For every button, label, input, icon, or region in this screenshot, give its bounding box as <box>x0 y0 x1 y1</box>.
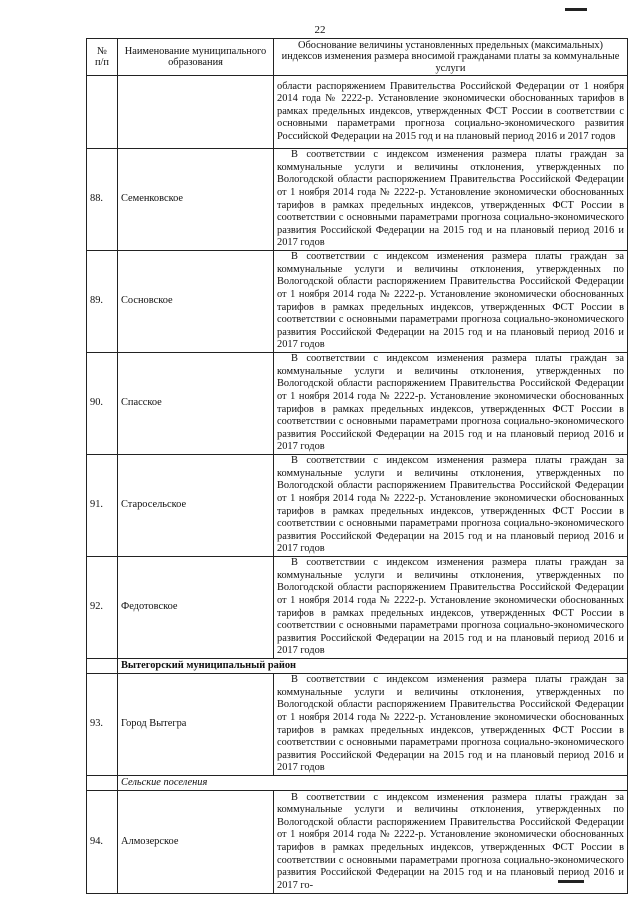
row-justification <box>274 76 628 149</box>
row-municipality: Сосновское <box>118 251 274 353</box>
row-municipality: Спасское <box>118 353 274 455</box>
table-row <box>87 557 628 659</box>
header-justification: Обоснование величины установленных предельных (максимальных) индексов изменения размера вносимой гражданами платы за коммунальные услуги <box>274 39 628 76</box>
scan-mark-top <box>565 8 587 11</box>
row-justification <box>274 557 628 659</box>
subsection-heading-row <box>87 776 628 791</box>
row-number: 88. <box>87 149 118 251</box>
table-row <box>87 791 628 894</box>
row-municipality <box>118 76 274 149</box>
subsection-heading: Сельские поселения <box>118 776 628 791</box>
tariff-index-table <box>86 38 628 894</box>
district-heading-row <box>87 659 628 674</box>
justification-text: В соответствии с индексом изменения размера платы граждан за коммунальные услуги и величины отклонения, утвержденных по Вологодской области распоряжением Правительства Российской Федерации от 1 ноября 2014 года № 2222-р. Установление экономически обоснованных тарифов в рамках предельных индексов, утвержденных ФСТ России в соответствии с основными параметрами прогноза социально-экономического развития Российской Федерации на 2015 год и на плановый период 2016 и 2017 го- <box>277 791 624 891</box>
row-number <box>87 76 118 149</box>
table-row-continuation <box>87 76 628 149</box>
row-number: 92. <box>87 557 118 659</box>
row-justification <box>274 455 628 557</box>
table-row <box>87 455 628 557</box>
section-number-cell <box>87 776 118 791</box>
header-number: № п/п <box>87 39 118 76</box>
row-municipality: Город Вытегра <box>118 674 274 776</box>
row-number: 91. <box>87 455 118 557</box>
row-justification <box>274 353 628 455</box>
justification-text: области распоряжением Правительства Российской Федерации от 1 ноября 2014 года № 2222-р. Установление экономически обоснованных тарифов в рамках предельных индексов, утвержденных ФСТ России в соответствии с основными параметрами прогноза социально-экономического развития Российской Федерации на 2015 год и на плановый период 2016 и 2017 годов <box>277 80 624 142</box>
table-row <box>87 353 628 455</box>
row-number: 94. <box>87 791 118 894</box>
row-justification <box>274 674 628 776</box>
row-number: 90. <box>87 353 118 455</box>
row-municipality: Старосельское <box>118 455 274 557</box>
header-municipality: Наименование муниципального образования <box>118 39 274 76</box>
table-header-row <box>87 39 628 76</box>
section-number-cell <box>87 659 118 674</box>
row-municipality: Семенковское <box>118 149 274 251</box>
row-justification <box>274 791 628 894</box>
district-heading: Вытегорский муниципальный район <box>118 659 628 674</box>
table-row <box>87 674 628 776</box>
row-municipality: Федотовское <box>118 557 274 659</box>
page-number: 22 <box>314 24 326 36</box>
justification-text: В соответствии с индексом изменения размера платы граждан за коммунальные услуги и величины отклонения, утвержденных по Вологодской области распоряжением Правительства Российской Федерации от 1 ноября 2014 года № 2222-р. Установление экономически обоснованных тарифов в рамках предельных индексов, утвержденных ФСТ России в соответствии с основными параметрами прогноза социально-экономического развития Российской Федерации на 2015 год и на плановый период 2016 и 2017 годов <box>277 455 624 555</box>
justification-text: В соответствии с индексом изменения размера платы граждан за коммунальные услуги и величины отклонения, утвержденных по Вологодской области распоряжением Правительства Российской Федерации от 1 ноября 2014 года № 2222-р. Установление экономически обоснованных тарифов в рамках предельных индексов, утвержденных ФСТ России в соответствии с основными параметрами прогноза социально-экономического развития Российской Федерации на 2015 год и на плановый период 2016 и 2017 годов <box>277 149 624 249</box>
table-row <box>87 149 628 251</box>
row-justification <box>274 149 628 251</box>
justification-text: В соответствии с индексом изменения размера платы граждан за коммунальные услуги и величины отклонения, утвержденных по Вологодской области распоряжением Правительства Российской Федерации от 1 ноября 2014 года № 2222-р. Установление экономически обоснованных тарифов в рамках предельных индексов, утвержденных ФСТ России в соответствии с основными параметрами прогноза социально-экономического развития Российской Федерации на 2015 год и на плановый период 2016 и 2017 годов <box>277 674 624 774</box>
row-justification <box>274 251 628 353</box>
row-number: 93. <box>87 674 118 776</box>
row-municipality: Алмозерское <box>118 791 274 894</box>
table-row <box>87 251 628 353</box>
justification-text: В соответствии с индексом изменения размера платы граждан за коммунальные услуги и величины отклонения, утвержденных по Вологодской области распоряжением Правительства Российской Федерации от 1 ноября 2014 года № 2222-р. Установление экономически обоснованных тарифов в рамках предельных индексов, утвержденных ФСТ России в соответствии с основными параметрами прогноза социально-экономического развития Российской Федерации на 2015 год и на плановый период 2016 и 2017 годов <box>277 557 624 657</box>
row-number: 89. <box>87 251 118 353</box>
justification-text: В соответствии с индексом изменения размера платы граждан за коммунальные услуги и величины отклонения, утвержденных по Вологодской области распоряжением Правительства Российской Федерации от 1 ноября 2014 года № 2222-р. Установление экономически обоснованных тарифов в рамках предельных индексов, утвержденных ФСТ России в соответствии с основными параметрами прогноза социально-экономического развития Российской Федерации на 2015 год и на плановый период 2016 и 2017 годов <box>277 251 624 351</box>
justification-text: В соответствии с индексом изменения размера платы граждан за коммунальные услуги и величины отклонения, утвержденных по Вологодской области распоряжением Правительства Российской Федерации от 1 ноября 2014 года № 2222-р. Установление экономически обоснованных тарифов в рамках предельных индексов, утвержденных ФСТ России в соответствии с основными параметрами прогноза социально-экономического развития Российской Федерации на 2015 год и на плановый период 2016 и 2017 годов <box>277 353 624 453</box>
